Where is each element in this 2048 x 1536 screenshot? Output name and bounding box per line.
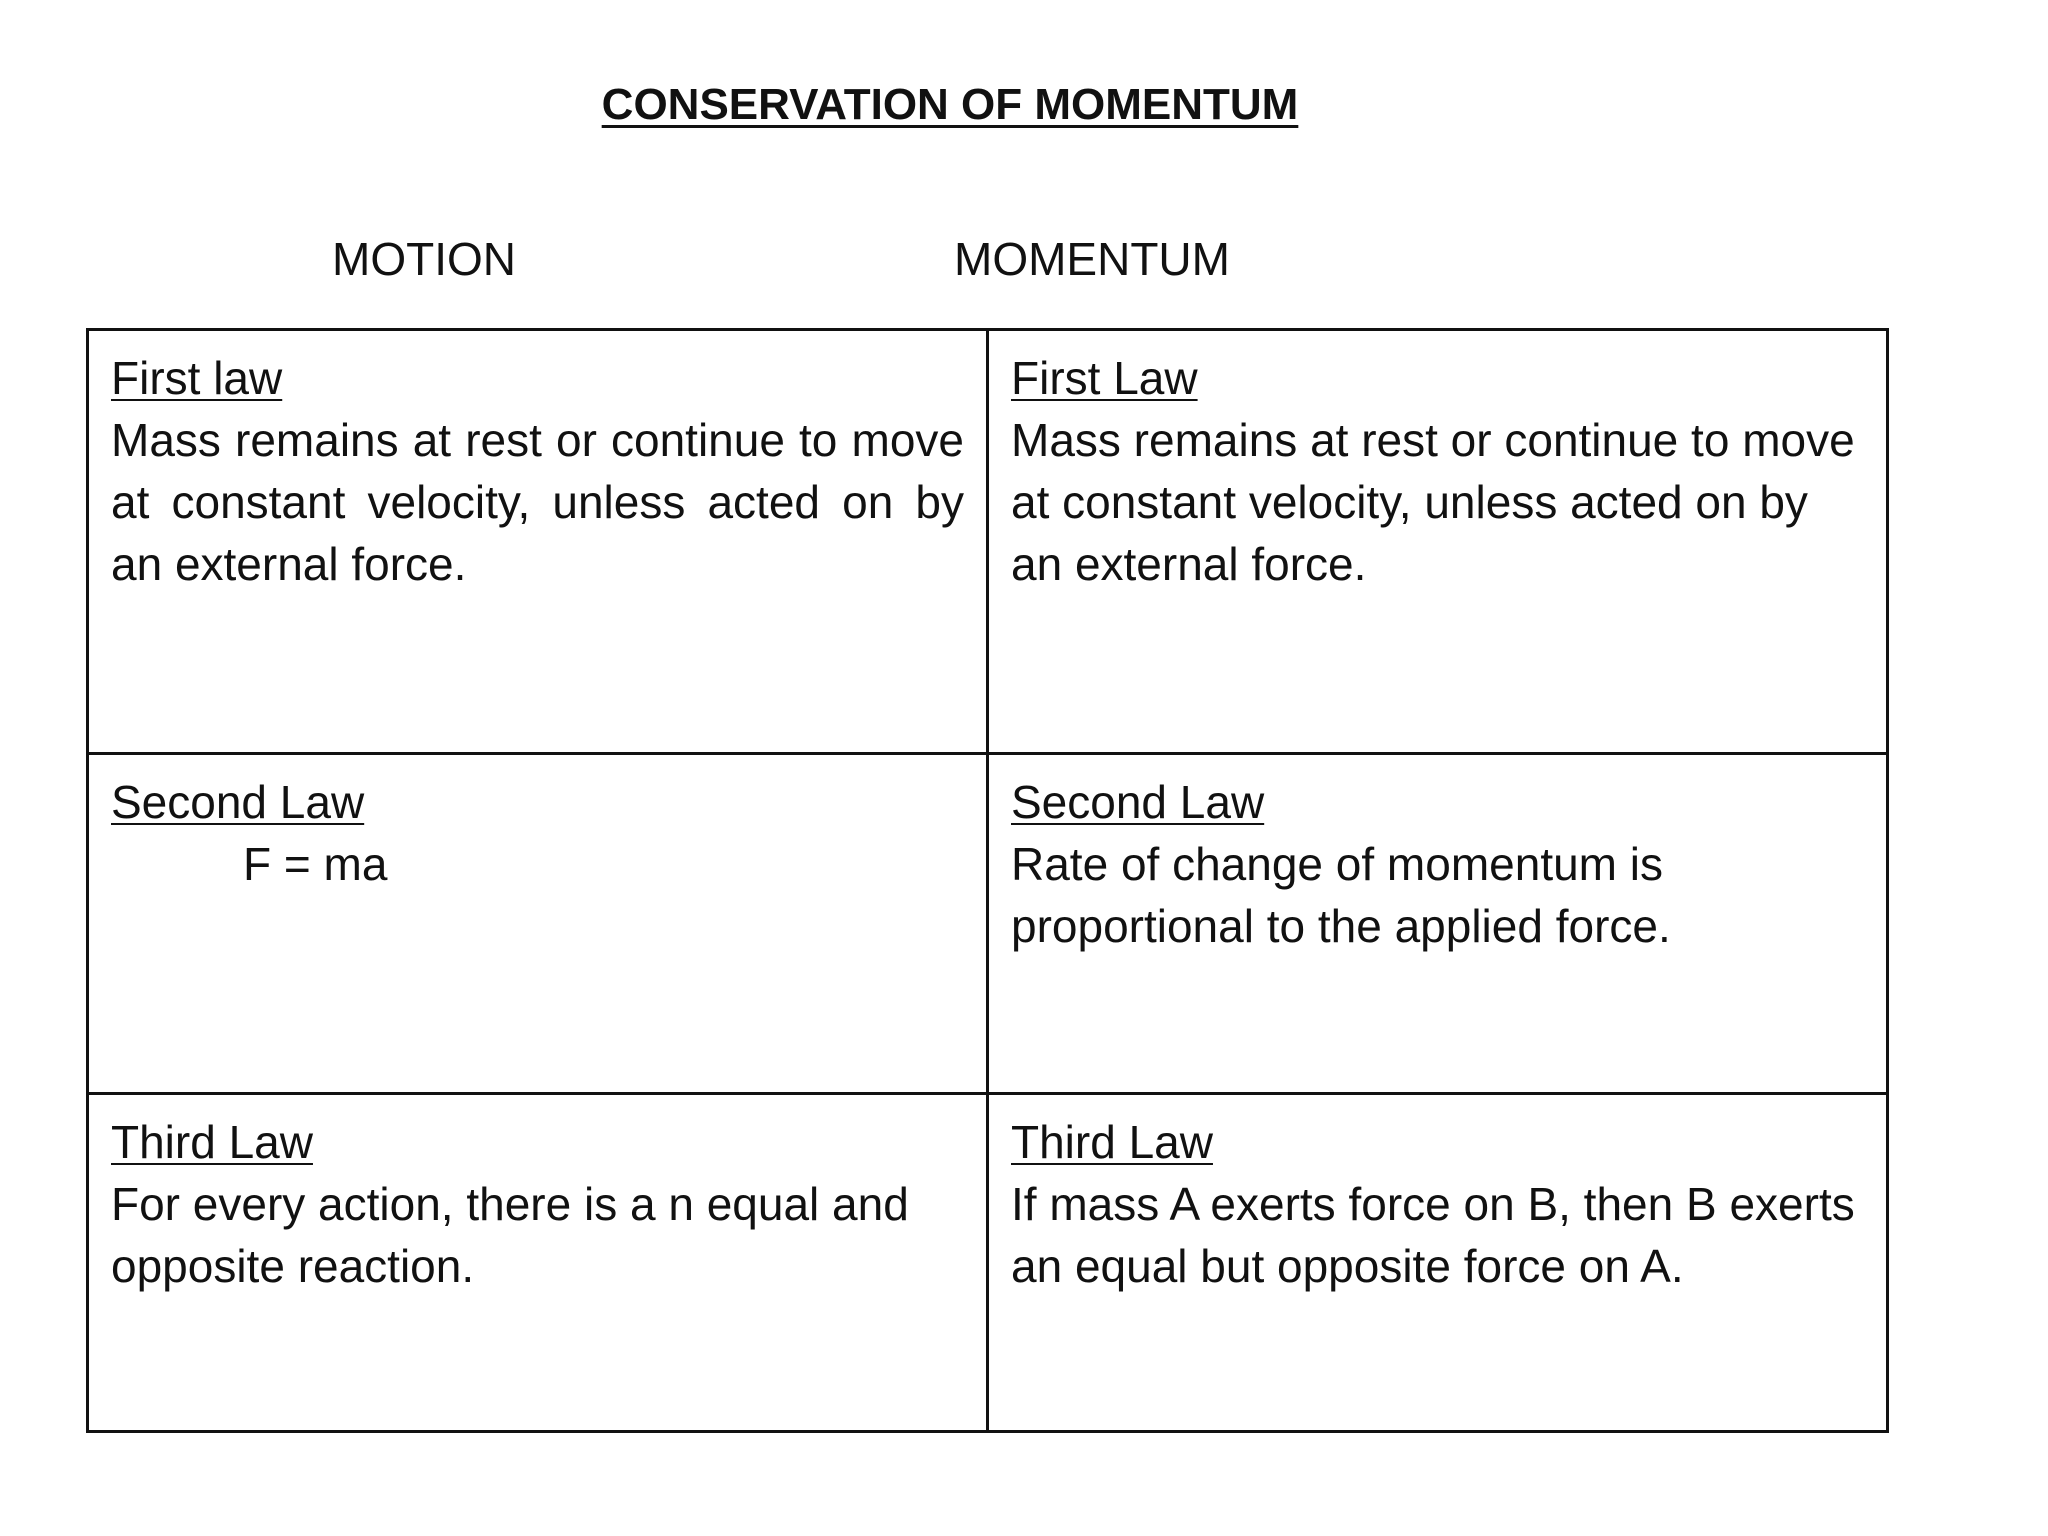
- cell-heading: Second Law: [111, 776, 365, 828]
- column-heading-motion: MOTION: [332, 233, 516, 285]
- cell-heading: First law: [111, 352, 283, 404]
- cell-motion-first-law: [88, 330, 988, 754]
- table-row-third-law: [88, 1094, 1888, 1432]
- table-row-first-law: [88, 330, 1888, 754]
- cell-heading: Third Law: [111, 1116, 313, 1168]
- cell-heading: Second Law: [1011, 776, 1265, 828]
- cell-momentum-first-law: [988, 330, 1888, 754]
- laws-comparison-table: [86, 328, 1889, 1433]
- formula-text: F = ma: [243, 838, 388, 890]
- table-row-second-law: [88, 754, 1888, 1094]
- cell-momentum-second-law: [988, 754, 1888, 1094]
- column-heading-momentum: MOMENTUM: [954, 233, 1230, 285]
- cell-text: Mass remains at rest or continue to move at constant velocity, unless acted on by an external force.: [111, 414, 964, 590]
- cell-momentum-third-law: [988, 1094, 1888, 1432]
- cell-motion-second-law: [88, 754, 988, 1094]
- cell-heading: First Law: [1011, 352, 1198, 404]
- page-title: CONSERVATION OF MOMENTUM: [601, 80, 1299, 129]
- cell-heading: Third Law: [1011, 1116, 1213, 1168]
- cell-text: Rate of change of momentum is proportional to the applied force.: [1011, 838, 1671, 952]
- cell-motion-third-law: [88, 1094, 988, 1432]
- cell-text: Mass remains at rest or continue to move at constant velocity, unless acted on by an external force.: [1011, 414, 1855, 590]
- cell-text: If mass A exerts force on B, then B exerts an equal but opposite force on A.: [1011, 1178, 1855, 1292]
- cell-text: For every action, there is a n equal and opposite reaction.: [111, 1178, 909, 1292]
